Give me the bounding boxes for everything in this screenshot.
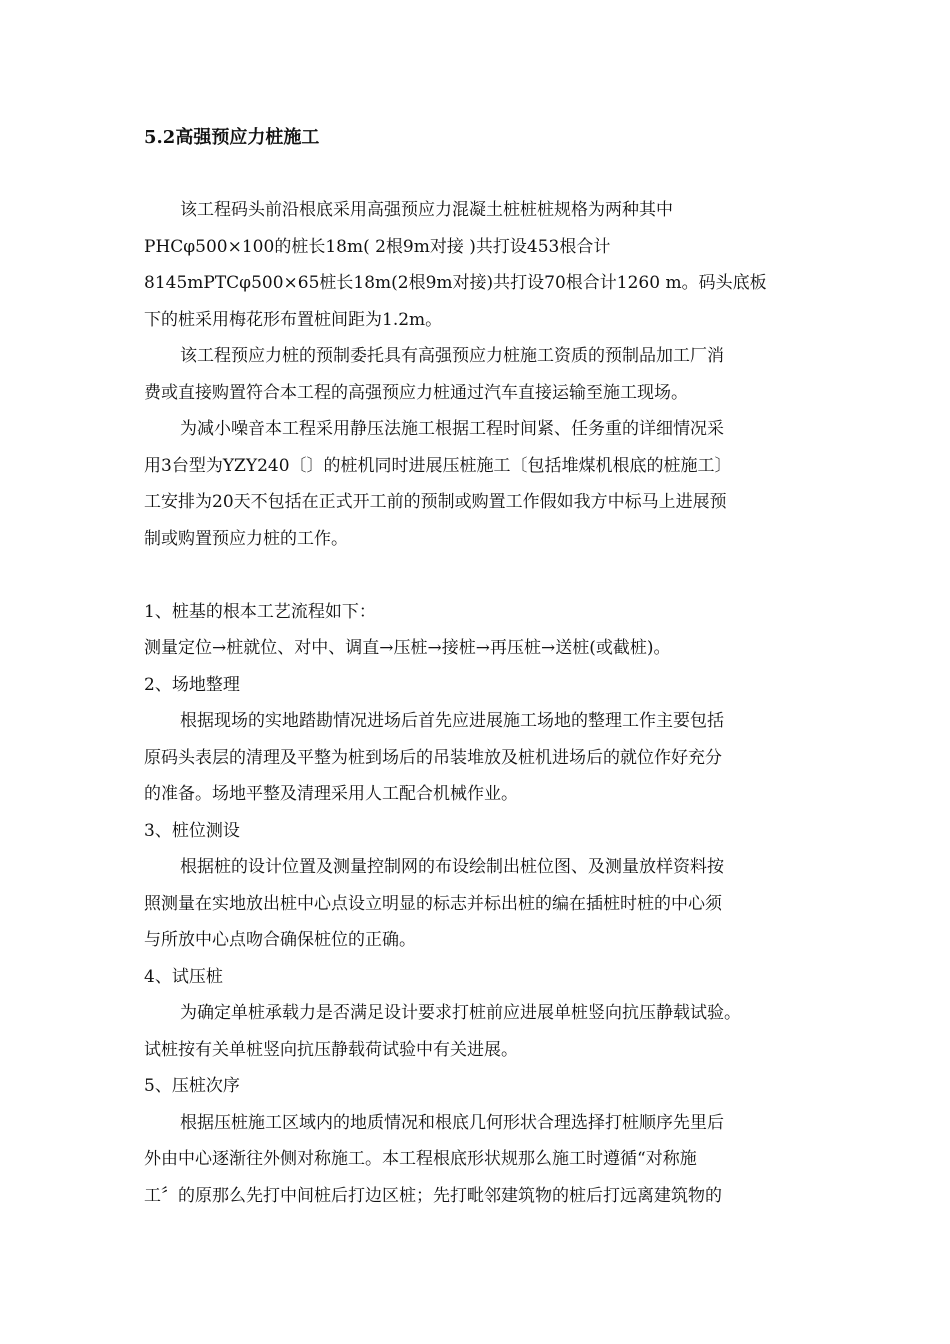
paragraph-1-line-2: PHCφ500×100的桩长18m( 2根9m对接 )共打设453根合计 <box>144 236 611 257</box>
section-5-title: 5、压桩次序 <box>144 1076 240 1096</box>
section-1-title: 1、桩基的根本工艺流程如下： <box>144 601 376 622</box>
paragraph-3-line-4: 制或购置预应力桩的工作。 <box>144 528 348 549</box>
section-5-line-3: 工〞的原那么先打中间桩后打边区桩；先打毗邻建筑物的桩后打远离建筑物的 <box>144 1185 722 1206</box>
section-3-line-1: 根据桩的设计位置及测量控制网的布设绘制出桩位图、及测量放样资料按 <box>180 857 724 877</box>
section-5-line-1: 根据压桩施工区域内的地质情况和根底几何形状合理选择打桩顺序先里后 <box>180 1112 724 1133</box>
section-4-line-1: 为确定单桩承载力是否满足设计要求打桩前应进展单桩竖向抗压静载试验。 <box>180 1003 741 1023</box>
paragraph-3-line-2: 用3台型为YZY240〔〕的桩机同时进展压桩施工〔包括堆煤机根底的桩施工〕 <box>144 455 732 476</box>
section-3-line-3: 与所放中心点吻合确保桩位的正确。 <box>144 930 416 950</box>
section-3-line-2: 照测量在实地放出桩中心点设立明显的标志并标出桩的编在插桩时桩的中心须 <box>144 893 722 914</box>
section-5-line-2: 外由中心逐渐往外侧对称施工。本工程根底形状规那么施工时遵循“对称施 <box>144 1149 697 1169</box>
blank-line <box>144 557 809 594</box>
paragraph-1-line-3: 8145mPTCφ500×65桩长18m(2根9m对接)共打设70根合计1260 m。码头底板 <box>144 273 767 293</box>
section-3-title: 3、桩位测设 <box>144 820 240 841</box>
section-2-line-3: 的准备。场地平整及清理采用人工配合机械作业。 <box>144 784 518 804</box>
paragraph-1-line-4: 下的桩采用梅花形布置桩间距为1.2m。 <box>144 309 443 330</box>
paragraph-2-line-1: 该工程预应力桩的预制委托具有高强预应力桩施工资质的预制品加工厂消 <box>180 346 724 366</box>
paragraph-2-line-2: 费或直接购置符合本工程的高强预应力桩通过汽车直接运输至施工现场。 <box>144 382 688 403</box>
section-2-title: 2、场地整理 <box>144 674 240 695</box>
paragraph-3-line-3: 工安排为20天不包括在正式开工前的预制或购置工作假如我方中标马上进展预 <box>144 492 727 512</box>
section-2-line-1: 根据现场的实地踏勘情况进场后首先应进展施工场地的整理工作主要包括 <box>180 711 724 731</box>
paragraph-3-line-1: 为减小噪音本工程采用静压法施工根据工程时间紧、任务重的详细情况采 <box>180 419 724 439</box>
section-4-line-2: 试桩按有关单桩竖向抗压静载荷试验中有关进展。 <box>144 1039 518 1060</box>
section-1-line-1: 测量定位→桩就位、对中、调直→压桩→接桩→再压桩→送桩(或截桩)。 <box>144 638 671 658</box>
section-4-title: 4、试压桩 <box>144 966 223 987</box>
document-body <box>144 192 809 1214</box>
section-2-line-2: 原码头表层的清理及平整为桩到场后的吊装堆放及桩机进场后的就位作好充分 <box>144 747 722 768</box>
section-heading: 5.2高强预应力桩施工 <box>144 127 320 148</box>
paragraph-1-line-1: 该工程码头前沿根底采用高强预应力混凝土桩桩桩规格为两种其中 <box>180 200 673 220</box>
